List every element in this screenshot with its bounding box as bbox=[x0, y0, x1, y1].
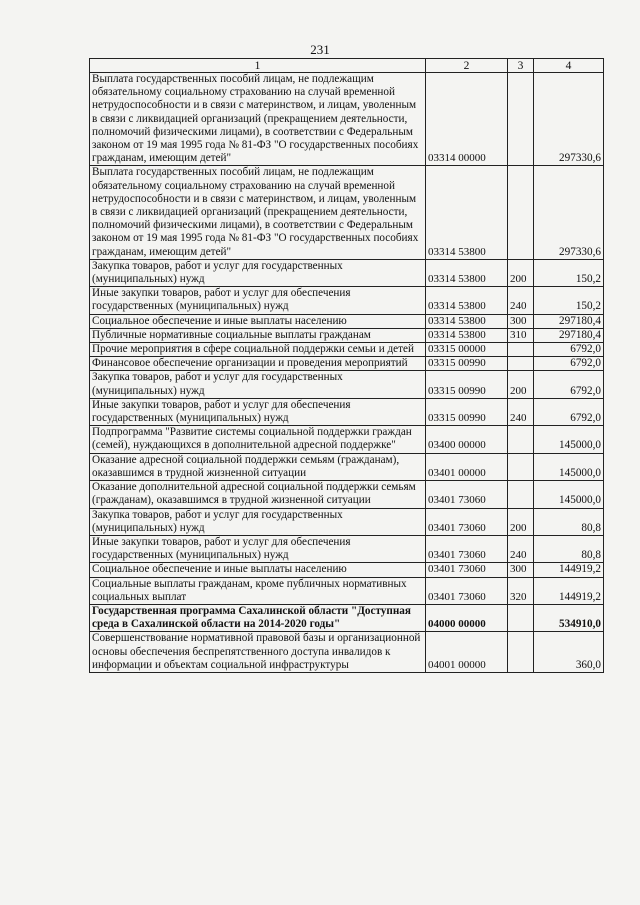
row-amount: 145000,0 bbox=[534, 426, 604, 453]
row-amount: 80,8 bbox=[534, 508, 604, 535]
table-row bbox=[90, 426, 604, 453]
table-row bbox=[90, 577, 604, 604]
table-row bbox=[90, 535, 604, 562]
row-expense-type bbox=[508, 426, 534, 453]
row-amount: 534910,0 bbox=[534, 604, 604, 631]
table-row bbox=[90, 453, 604, 480]
table-row bbox=[90, 508, 604, 535]
row-amount: 297330,6 bbox=[534, 166, 604, 259]
row-expense-type: 200 bbox=[508, 508, 534, 535]
row-name: Публичные нормативные социальные выплаты гражданам bbox=[90, 328, 426, 342]
row-expense-type: 240 bbox=[508, 535, 534, 562]
row-name: Прочие мероприятия в сфере социальной поддержки семьи и детей bbox=[90, 343, 426, 357]
row-expense-type bbox=[508, 357, 534, 371]
row-code: 03314 53800 bbox=[426, 328, 508, 342]
row-name: Социальное обеспечение и иные выплаты населению bbox=[90, 314, 426, 328]
row-name: Выплата государственных пособий лицам, не подлежащим обязательному социальному страхованию на случай временной нетрудоспособности и в связи с материнством, и лицам, уволенным в связи с ликвидацией организаций (прекращением деятельности, полномочий физическими лицами), в соответствии с Федеральным законом от 19 мая 1995 года № 81-ФЗ "О государственных пособиях гражданам, имеющим детей" bbox=[90, 73, 426, 166]
row-code: 03314 00000 bbox=[426, 73, 508, 166]
row-amount: 150,2 bbox=[534, 259, 604, 286]
row-code: 03401 73060 bbox=[426, 535, 508, 562]
row-amount: 80,8 bbox=[534, 535, 604, 562]
row-expense-type: 240 bbox=[508, 398, 534, 425]
row-amount: 6792,0 bbox=[534, 371, 604, 398]
row-name: Оказание дополнительной адресной социальной поддержки семьям (гражданам), оказавшимся в трудной жизненной ситуации bbox=[90, 481, 426, 508]
row-name: Иные закупки товаров, работ и услуг для обеспечения государственных (муниципальных) нужд bbox=[90, 535, 426, 562]
row-expense-type: 310 bbox=[508, 328, 534, 342]
row-name: Государственная программа Сахалинской области "Доступная среда в Сахалинской области на 2014-2020 годы" bbox=[90, 604, 426, 631]
column-header-4: 4 bbox=[534, 59, 604, 73]
row-amount: 297180,4 bbox=[534, 328, 604, 342]
row-code: 03315 00000 bbox=[426, 343, 508, 357]
row-expense-type: 200 bbox=[508, 259, 534, 286]
row-expense-type: 200 bbox=[508, 371, 534, 398]
table-row bbox=[90, 563, 604, 577]
row-code: 03314 53800 bbox=[426, 166, 508, 259]
row-amount: 6792,0 bbox=[534, 357, 604, 371]
row-amount: 145000,0 bbox=[534, 453, 604, 480]
row-expense-type bbox=[508, 632, 534, 673]
column-header-2: 2 bbox=[426, 59, 508, 73]
column-header-1: 1 bbox=[90, 59, 426, 73]
row-name: Подпрограмма "Развитие системы социальной поддержки граждан (семей), нуждающихся в дополнительной адресной поддержке" bbox=[90, 426, 426, 453]
row-expense-type: 300 bbox=[508, 314, 534, 328]
row-expense-type bbox=[508, 73, 534, 166]
table-row bbox=[90, 259, 604, 286]
row-name: Финансовое обеспечение организации и проведения мероприятий bbox=[90, 357, 426, 371]
row-code: 04000 00000 bbox=[426, 604, 508, 631]
row-code: 03315 00990 bbox=[426, 371, 508, 398]
row-expense-type bbox=[508, 453, 534, 480]
row-expense-type bbox=[508, 604, 534, 631]
row-expense-type: 240 bbox=[508, 287, 534, 314]
row-amount: 144919,2 bbox=[534, 577, 604, 604]
row-code: 03401 73060 bbox=[426, 508, 508, 535]
row-code: 03401 73060 bbox=[426, 577, 508, 604]
row-code: 03315 00990 bbox=[426, 357, 508, 371]
table-header-row bbox=[90, 59, 604, 73]
row-name: Закупка товаров, работ и услуг для государственных (муниципальных) нужд bbox=[90, 371, 426, 398]
table-row bbox=[90, 73, 604, 166]
budget-table bbox=[89, 58, 604, 673]
table-row bbox=[90, 481, 604, 508]
row-expense-type bbox=[508, 343, 534, 357]
row-code: 03401 73060 bbox=[426, 563, 508, 577]
table-row bbox=[90, 328, 604, 342]
row-amount: 297180,4 bbox=[534, 314, 604, 328]
column-header-3: 3 bbox=[508, 59, 534, 73]
table-row bbox=[90, 166, 604, 259]
row-expense-type bbox=[508, 166, 534, 259]
row-code: 03315 00990 bbox=[426, 398, 508, 425]
row-code: 03314 53800 bbox=[426, 314, 508, 328]
row-amount: 145000,0 bbox=[534, 481, 604, 508]
row-name: Совершенствование нормативной правовой базы и организационной основы обеспечения беспрепятственного доступа инвалидов к информации и объектам социальной инфраструктуры bbox=[90, 632, 426, 673]
row-name: Оказание адресной социальной поддержки семьям (гражданам), оказавшимся в трудной жизненной ситуации bbox=[90, 453, 426, 480]
row-name: Иные закупки товаров, работ и услуг для обеспечения государственных (муниципальных) нужд bbox=[90, 398, 426, 425]
table-row bbox=[90, 314, 604, 328]
table-row bbox=[90, 632, 604, 673]
row-name: Иные закупки товаров, работ и услуг для обеспечения государственных (муниципальных) нужд bbox=[90, 287, 426, 314]
row-code: 03400 00000 bbox=[426, 426, 508, 453]
table-row bbox=[90, 398, 604, 425]
row-code: 03314 53800 bbox=[426, 287, 508, 314]
row-amount: 144919,2 bbox=[534, 563, 604, 577]
row-code: 04001 00000 bbox=[426, 632, 508, 673]
row-amount: 297330,6 bbox=[534, 73, 604, 166]
row-amount: 6792,0 bbox=[534, 398, 604, 425]
table-row bbox=[90, 287, 604, 314]
row-name: Закупка товаров, работ и услуг для государственных (муниципальных) нужд bbox=[90, 259, 426, 286]
row-code: 03314 53800 bbox=[426, 259, 508, 286]
row-name: Социальное обеспечение и иные выплаты населению bbox=[90, 563, 426, 577]
row-name: Социальные выплаты гражданам, кроме публичных нормативных социальных выплат bbox=[90, 577, 426, 604]
row-code: 03401 73060 bbox=[426, 481, 508, 508]
row-expense-type bbox=[508, 481, 534, 508]
row-expense-type: 300 bbox=[508, 563, 534, 577]
row-code: 03401 00000 bbox=[426, 453, 508, 480]
table-row bbox=[90, 371, 604, 398]
table-row bbox=[90, 604, 604, 631]
row-amount: 150,2 bbox=[534, 287, 604, 314]
row-expense-type: 320 bbox=[508, 577, 534, 604]
page-number: 231 bbox=[310, 42, 330, 57]
row-amount: 360,0 bbox=[534, 632, 604, 673]
row-name: Выплата государственных пособий лицам, не подлежащим обязательному социальному страхованию на случай временной нетрудоспособности и в связи с материнством, и лицам, уволенным в связи с ликвидацией организаций (прекращением деятельности, полномочий физическими лицами), в соответствии с Федеральным законом от 19 мая 1995 года № 81-ФЗ "О государственных пособиях гражданам, имеющим детей" bbox=[90, 166, 426, 259]
table-row bbox=[90, 343, 604, 357]
row-name: Закупка товаров, работ и услуг для государственных (муниципальных) нужд bbox=[90, 508, 426, 535]
row-amount: 6792,0 bbox=[534, 343, 604, 357]
table-row bbox=[90, 357, 604, 371]
